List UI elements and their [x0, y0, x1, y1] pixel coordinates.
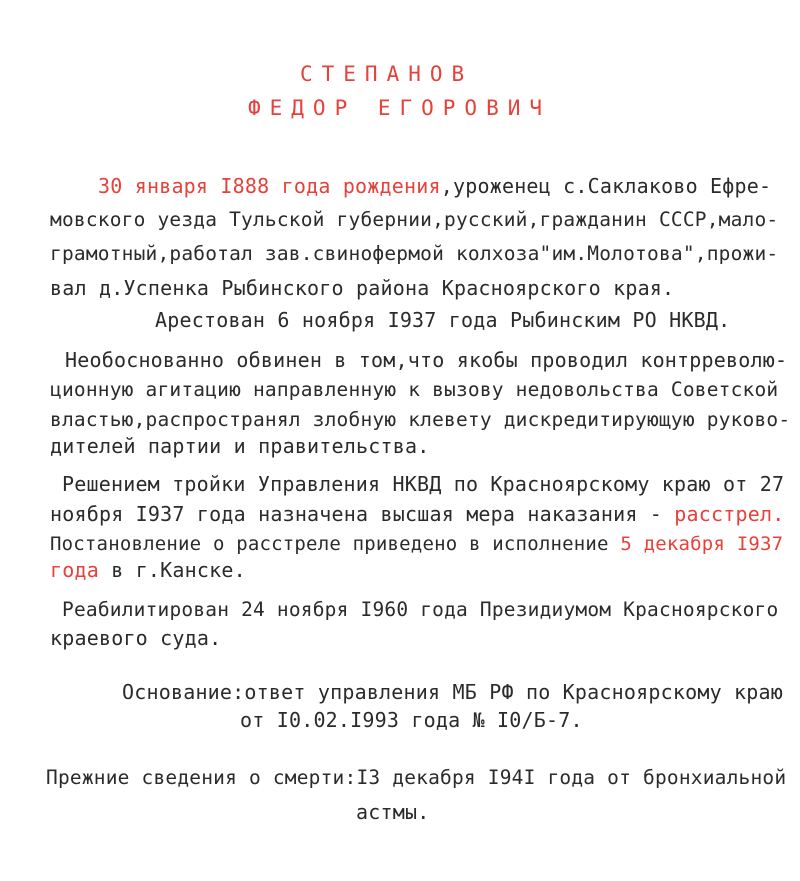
bio-line-3: грамотный,работал зав.свинофермой колхоза"им.Молотова",прожи-	[50, 242, 779, 265]
execution-year-word: года	[50, 558, 99, 582]
arrest-line: Арестован 6 ноября I937 года Рыбинским РО НКВД.	[155, 308, 731, 332]
basis-line-2: от I0.02.I993 года № I0/Б-7.	[240, 708, 583, 732]
sentence-line-3	[50, 532, 783, 556]
bio-line-2: мовского уезда Тульской губернии,русский,гражданин СССР,мало-	[50, 208, 779, 231]
sentence-line-4	[50, 558, 246, 582]
prior-info-line-1: Прежние сведения о смерти:I3 декабря I94I года от бронхиальной	[46, 766, 787, 789]
rehab-line-1: Реабилитирован 24 ноября I960 года Президиумом Красноярского	[62, 598, 779, 621]
sentence-line-1: Решением тройки Управления НКВД по Красноярскому краю от 27	[62, 472, 785, 496]
rehab-line-2: краевого суда.	[50, 626, 222, 650]
sentence-line-2	[50, 502, 784, 526]
charge-line-3: властью,распространял злобную клевету дискредитирующую руково-	[50, 408, 791, 431]
execution-place: в г.Канске.	[98, 558, 246, 582]
bio-line-1	[98, 174, 771, 198]
birth-place: ,уроженец с.Саклаково Ефре-	[440, 174, 772, 198]
bio-line-4: вал д.Успенка Рыбинского района Красноярского края.	[50, 276, 675, 300]
charge-line-4: дителей партии и правительства.	[50, 434, 430, 458]
execution-text: Постановление о расстреле приведено в исполнение	[50, 533, 621, 555]
basis-line-1: Основание:ответ управления МБ РФ по Красноярскому краю	[122, 680, 784, 704]
prior-info-line-2: астмы.	[356, 800, 430, 824]
charge-line-1: Необоснованно обвинен в том,что якобы проводил контрреволю-	[65, 348, 788, 372]
sentence-text: ноября I937 года назначена высшая мера наказания -	[50, 502, 675, 526]
name-heading: ФЕДОР ЕГОРОВИЧ	[248, 96, 552, 120]
execution-date: 5 декабря I937	[620, 533, 784, 555]
surname-heading: СТЕПАНОВ	[300, 62, 474, 86]
birth-date: 30 января I888 года рождения	[98, 174, 441, 198]
sentence-execution: расстрел.	[674, 502, 785, 526]
charge-line-2: ционную агитацию направленную к вызову недовольства Советской	[50, 378, 779, 401]
